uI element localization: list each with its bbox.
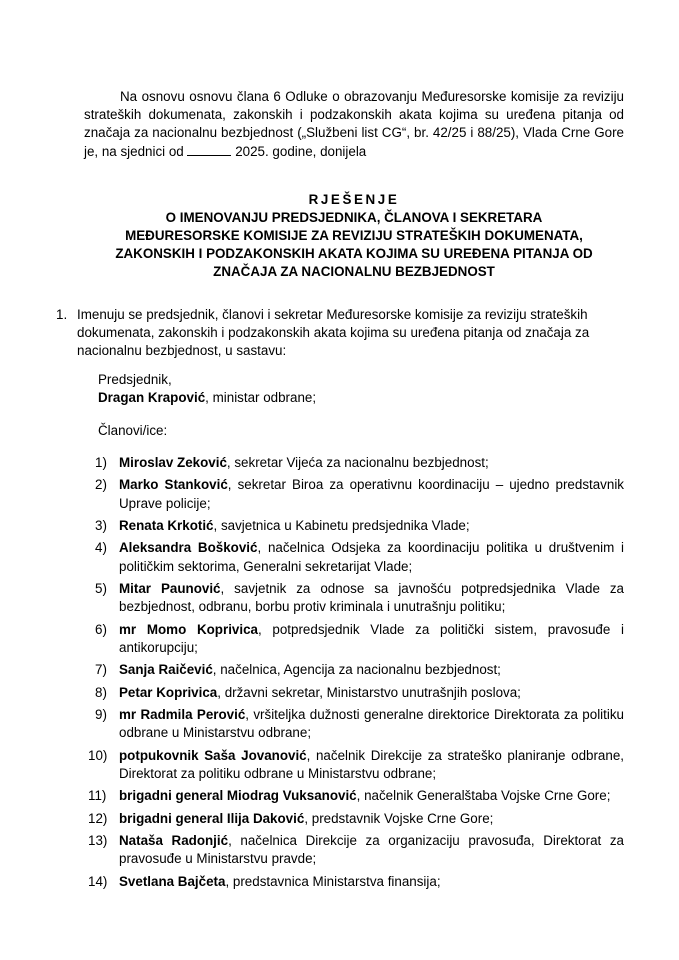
members-label: Članovi/ice: bbox=[98, 423, 168, 438]
member-role: , vršiteljka dužnosti generalne direktorice Direktorata za politiku odbrane u Ministarstvu odbrane; bbox=[119, 706, 624, 741]
member-name: Nataša Radonjić bbox=[119, 832, 229, 848]
president-label: Predsjednik, bbox=[98, 372, 172, 387]
member-name: mr Radmila Perović bbox=[119, 706, 246, 722]
member-role: , načelnik Direkcije za strateško planiranje odbrane, Direktorat za politiku odbrane u Ministarstvu odbrane; bbox=[119, 747, 624, 781]
member-name: Miroslav Zeković bbox=[119, 455, 227, 470]
member-role: , sekretar Vijeća za nacionalnu bezbjednost; bbox=[226, 455, 489, 470]
member-role: , potpredsjednik Vlade za politički sistem, pravosuđe i antikorupciju; bbox=[119, 621, 624, 655]
list-item: 14) Svetlana Bajčeta, predstavnica Ministarstva finansija; bbox=[88, 873, 441, 889]
decision-subtitle-line-2: MEĐURESORSKE KOMISIJE ZA REVIZIJU STRATEŠKIH DOKUMENATA, bbox=[125, 228, 583, 243]
list-item: 11) brigadni general Miodrag Vuksanović, načelnik Generalštaba Vojske Crne Gore; bbox=[88, 788, 611, 804]
list-item: 7) Sanja Raičević, načelnica, Agencija za nacionalnu bezbjednost; bbox=[95, 662, 501, 678]
member-name: Petar Koprivica bbox=[119, 684, 218, 700]
list-item: 4) Aleksandra Bošković, načelnica Odsjeka za koordinaciju politika u društvenim i političkim sektorima, Generalni sekretarijat Vlade; bbox=[95, 540, 624, 574]
section-text: Imenuju se predsjednik, članovi i sekretar Međuresorske komisije za reviziju strateških dokumenata, zakonskih i podzakonskih akata kojima su uređena pitanja od značaja za nacionalnu bezbjednost, u sastavu: bbox=[77, 307, 590, 359]
list-item: 3) Renata Krkotić, savjetnica u Kabinetu predsjednika Vlade; bbox=[95, 517, 470, 533]
member-role: , sekretar Biroa za operativnu koordinaciju – ujedno predstavnik Uprave policije; bbox=[119, 477, 624, 511]
member-role: , načelnica Direkcije za organizaciju pravosuđa, Direktorat za pravosuđe u Ministarstvu pravde; bbox=[119, 832, 625, 867]
members-list bbox=[78, 454, 624, 895]
member-name: mr Momo Koprivica bbox=[119, 621, 258, 637]
president-block bbox=[98, 371, 624, 407]
decision-subtitle-line-4: ZNAČAJA ZA NACIONALNU BEZBJEDNOST bbox=[213, 264, 495, 279]
section-number: 1. bbox=[56, 307, 68, 322]
list-item: 12) brigadni general Ilija Daković, predstavnik Vojske Crne Gore; bbox=[88, 810, 494, 826]
list-item: 13) Nataša Radonjić, načelnica Direkcije za organizaciju pravosuđa, Direktorat za pravosuđe u Ministarstvu pravde; bbox=[88, 832, 625, 867]
intro-paragraph bbox=[84, 88, 624, 161]
member-name: brigadni general Ilija Daković bbox=[119, 810, 305, 826]
member-role: , načelnik Generalštaba Vojske Crne Gore; bbox=[356, 788, 611, 804]
member-name: Svetlana Bajčeta bbox=[119, 873, 226, 889]
president-name: Dragan Krapović bbox=[98, 390, 206, 406]
intro-text-end: 2025. godine, donijela bbox=[231, 143, 367, 159]
section-1 bbox=[56, 306, 624, 361]
member-name: Aleksandra Bošković bbox=[119, 540, 258, 556]
member-role: , savjetnik za odnose sa javnošću potpredsjednika Vlade za bezbjednost, odbranu, borbu protiv kriminala i unutrašnju politiku; bbox=[119, 580, 625, 615]
date-blank bbox=[187, 144, 231, 156]
member-role: , predstavnik Vojske Crne Gore; bbox=[304, 810, 494, 826]
member-role: , savjetnica u Kabinetu predsjednika Vlade; bbox=[213, 517, 470, 533]
member-role: , načelnica Odsjeka za koordinaciju politika u društvenim i političkim sektorima, Generalni sekretarijat Vlade; bbox=[119, 540, 624, 574]
list-item: 10) potpukovnik Saša Jovanović, načelnik Direkcije za strateško planiranje odbrane, Direktorat za politiku odbrane u Ministarstvu odbrane; bbox=[88, 747, 624, 781]
decision-title: RJEŠENJE bbox=[308, 192, 400, 207]
decision-subtitle-line-3: ZAKONSKIH I PODZAKONSKIH AKATA KOJIMA SU UREĐENA PITANJA OD bbox=[115, 246, 593, 261]
decision-heading bbox=[84, 191, 624, 281]
member-name: Renata Krkotić bbox=[119, 517, 214, 533]
member-name: brigadni general Miodrag Vuksanović bbox=[119, 788, 357, 804]
member-role: , državni sekretar, Ministarstvo unutrašnjih poslova; bbox=[217, 684, 521, 700]
decision-subtitle-line-1: O IMENOVANJU PREDSJEDNIKA, ČLANOVA I SEKRETARA bbox=[165, 210, 543, 225]
member-name: Marko Stanković bbox=[119, 477, 228, 493]
intro-text: Na osnovu osnovu člana 6 Odluke o obrazovanju Međuresorske komisije za reviziju strateških dokumenata, zakonskih i podzakonskih akata kojima su uređena pitanja od značaja za nacionalnu bezbjednost („Službeni list CG“, br. 42/25 i 88/25), Vlada Crne Gore je, na sjednici od bbox=[84, 89, 624, 159]
list-item: 9) mr Radmila Perović, vršiteljka dužnosti generalne direktorice Direktorata za politiku odbrane u Ministarstvu odbrane; bbox=[95, 706, 624, 741]
list-item: 8) Petar Koprivica, državni sekretar, Ministarstvo unutrašnjih poslova; bbox=[95, 684, 521, 700]
member-name: potpukovnik Saša Jovanović bbox=[119, 747, 307, 763]
list-item: 1) Miroslav Zeković, sekretar Vijeća za nacionalnu bezbjednost; bbox=[95, 455, 489, 470]
list-item: 2) Marko Stanković, sekretar Biroa za operativnu koordinaciju – ujedno predstavnik Uprave policije; bbox=[95, 477, 624, 511]
member-role: , predstavnica Ministarstva finansija; bbox=[225, 873, 441, 889]
president-role: , ministar odbrane; bbox=[205, 390, 317, 406]
member-name: Mitar Paunović bbox=[119, 580, 221, 596]
member-name: Sanja Raičević bbox=[119, 662, 213, 678]
member-role: , načelnica, Agencija za nacionalnu bezbjednost; bbox=[212, 662, 501, 678]
list-item: 5) Mitar Paunović, savjetnik za odnose sa javnošću potpredsjednika Vlade za bezbjednost, odbranu, borbu protiv kriminala i unutrašnju politiku; bbox=[95, 580, 625, 615]
list-item: 6) mr Momo Koprivica, potpredsjednik Vlade za politički sistem, pravosuđe i antikorupciju; bbox=[95, 621, 624, 655]
